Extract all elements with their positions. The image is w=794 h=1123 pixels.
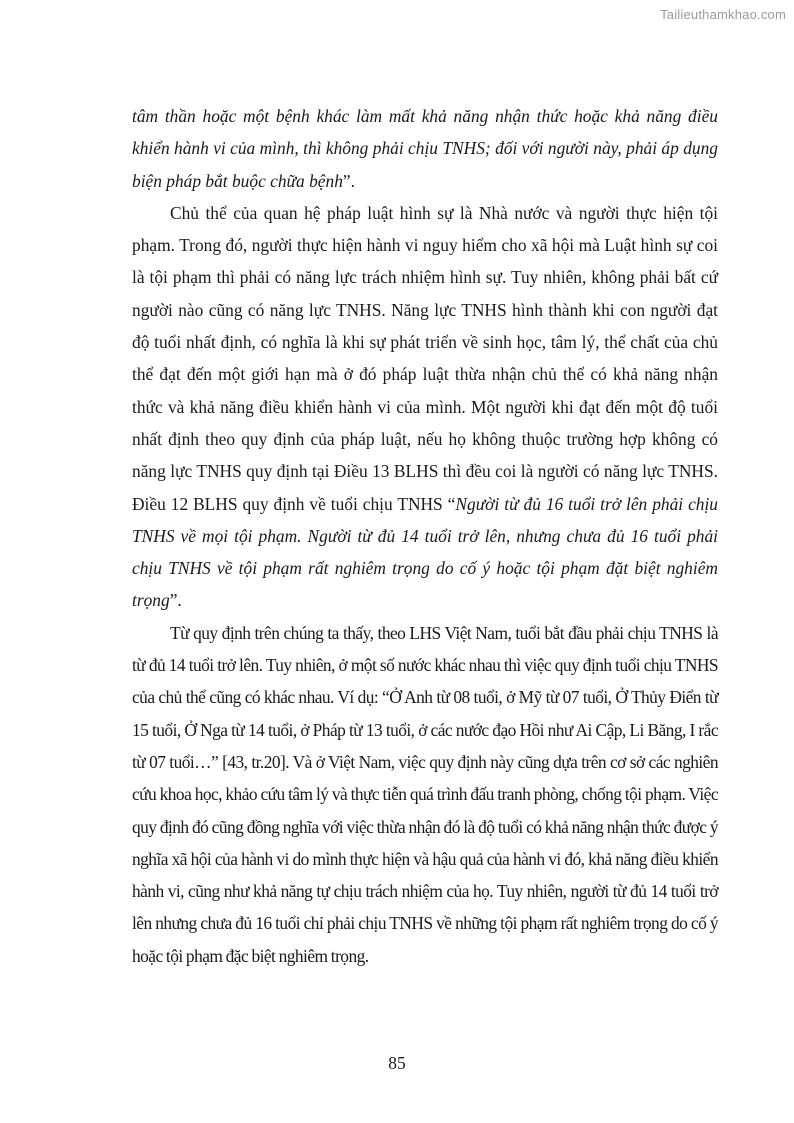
paragraph-continuation — [132, 100, 718, 197]
watermark: Tailieuthamkhao.com — [660, 7, 786, 22]
page-body — [132, 100, 718, 972]
paragraph-age-comparison: Từ quy định trên chúng ta thấy, theo LHS Việt Nam, tuổi bắt đầu phải chịu TNHS là từ đủ 14 tuổi trở lên. Tuy nhiên, ở một số nước khác nhau thì việc quy định tuổi chịu TNHS của chủ thể cũng có khác nhau. Ví dụ: “Ở Anh từ 08 tuổi, ở Mỹ từ 07 tuổi, Ở Thủy Điển từ 15 tuổi, Ở Nga từ 14 tuổi, ở Pháp từ 13 tuổi, ở các nước đạo Hồi như Ai Cập, Li Băng, I rắc từ 07 tuổi…” [43, tr.20]. Và ở Việt Nam, việc quy định này cũng dựa trên cơ sở các nghiên cứu khoa học, khảo cứu tâm lý và thực tiễn quá trình đấu tranh phòng, chống tội phạm. Việc quy định đó cũng đồng nghĩa với việc thừa nhận đó là độ tuổi có khả năng nhận thức được ý nghĩa xã hội của hành vi do mình thực hiện và hậu quả của hành vi đó, khả năng điều khiển hành vi, cũng như khả năng tự chịu trách nhiệm của họ. Tuy nhiên, người từ đủ 14 tuổi trở lên nhưng chưa đủ 16 tuổi chỉ phải chịu TNHS về những tội phạm rất nghiêm trọng do cố ý hoặc tội phạm đặc biệt nghiêm trọng. — [132, 622, 718, 966]
italic-quote: tâm thần hoặc một bệnh khác làm mất khả năng nhận thức hoặc khả năng điều khiển hành vi của mình, thì không phải chịu TNHS; đối với người này, phải áp dụng biện pháp bắt buộc chữa bệnh — [132, 106, 718, 191]
italic-quote: Người từ đủ 16 tuổi trở lên phải chịu TNHS về mọi tội phạm. Người từ đủ 14 tuổi trở lên, nhưng chưa đủ 16 tuổi phải chịu TNHS về tội phạm rất nghiêm trọng do cố ý hoặc tội phạm đặt biệt nghiêm trọng — [132, 493, 719, 611]
quote-close: ”. — [342, 170, 355, 191]
page-number: 85 — [388, 1053, 406, 1073]
paragraph-text: Chủ thể của quan hệ pháp luật hình sự là Nhà nước và người thực hiện tội phạm. Trong đó, người thực hiện hành vi nguy hiểm cho xã hội mà Luật hình sự coi là tội phạm thì phải có năng lực trách nhiệm hình sự. Tuy nhiên, không phải bất cứ người nào cũng có năng lực TNHS. Năng lực TNHS hình thành khi con người đạt độ tuổi nhất định, có nghĩa là khi sự phát triển về sinh học, tâm lý, thể chất của chủ thể đạt đến một giới hạn mà ở đó pháp luật thừa nhận chủ thể có khả năng nhận thức và khả năng điều khiển hành vi của mình. Một người khi đạt đến một độ tuổi nhất định theo quy định của pháp luật, nếu họ không thuộc trường hợp không có năng lực TNHS quy định tại Điều 13 BLHS thì đều coi là người có năng lực TNHS. Điều 12 BLHS quy định về tuổi chịu TNHS “ — [132, 202, 718, 514]
paragraph-subject-capacity — [132, 197, 718, 617]
quote-close: ”. — [169, 590, 182, 611]
